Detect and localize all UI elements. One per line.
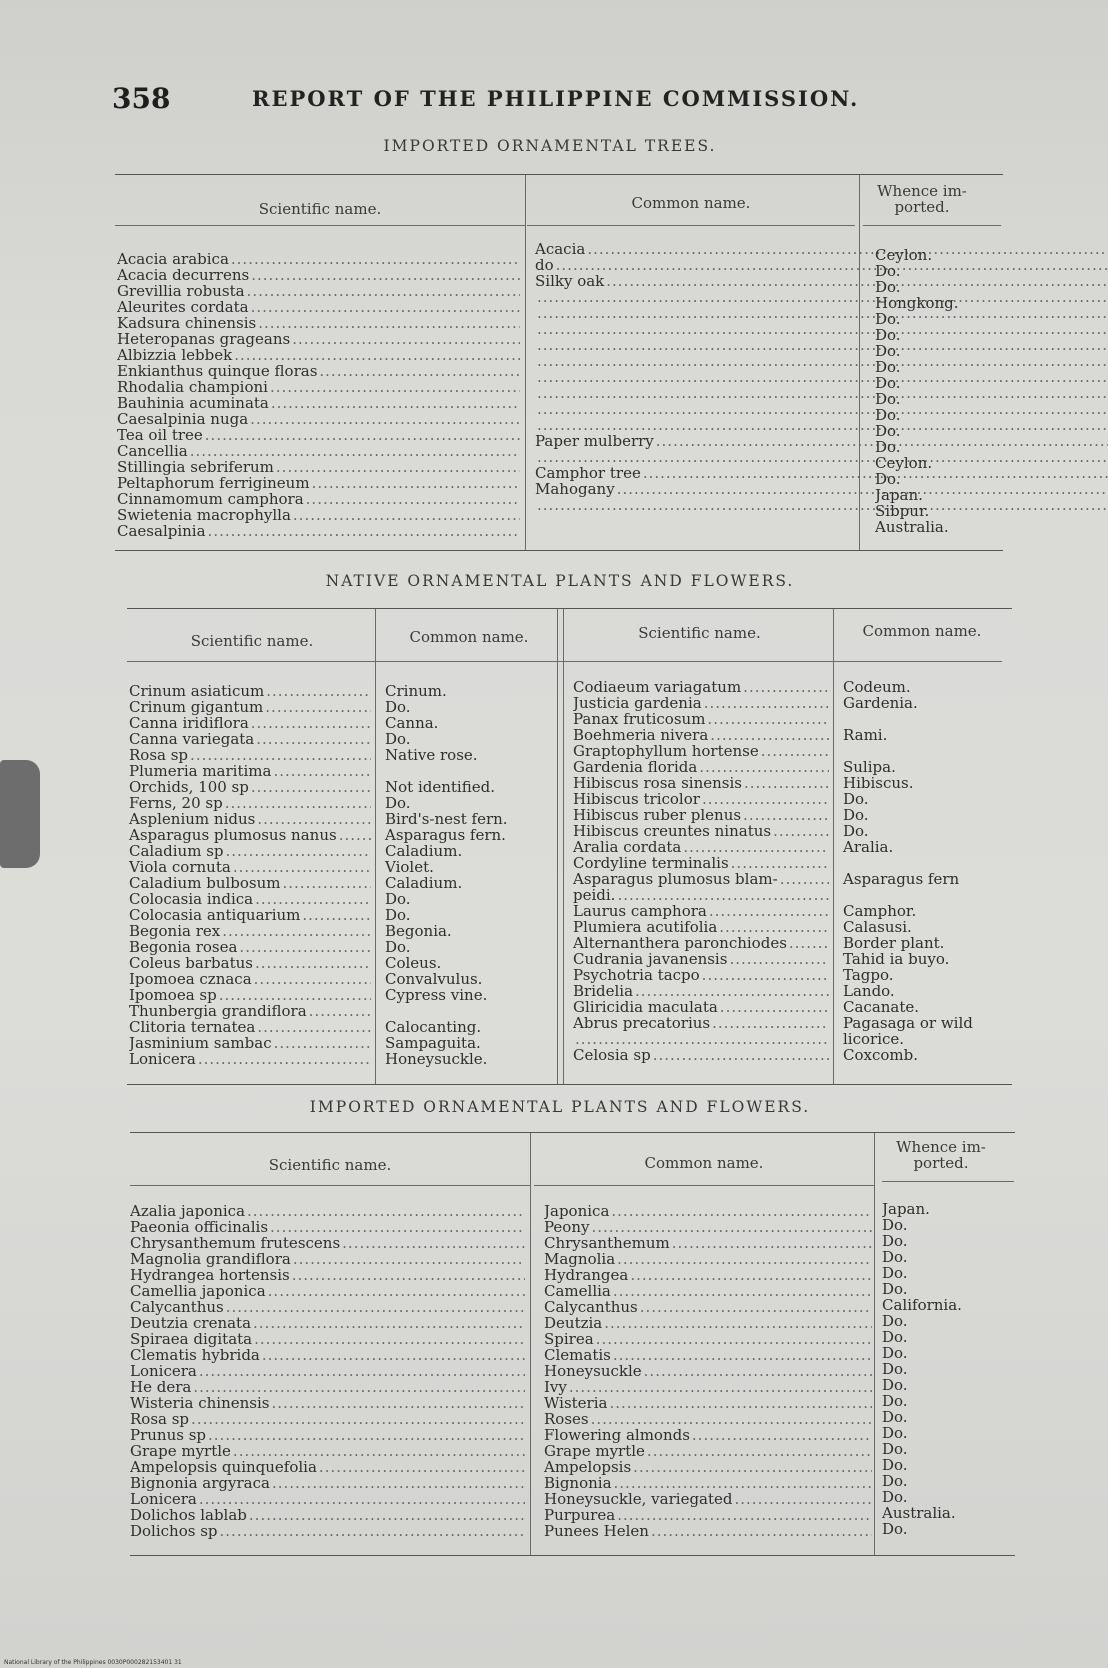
native-plants-scientific-left-column bbox=[129, 683, 371, 1067]
table-cell: Lonicera ..... bbox=[129, 1051, 371, 1067]
table-cell: Asparagus plumosus nanus ..... bbox=[129, 827, 371, 843]
table-cell: Thunbergia grandiflora ..... bbox=[129, 1003, 371, 1019]
table-cell: Do. bbox=[882, 1409, 908, 1425]
table-cell: Aralia. bbox=[843, 838, 894, 856]
table-cell: Rhodalia championi ..... bbox=[117, 379, 520, 395]
table-cell: Laurus camphora ..... bbox=[573, 903, 829, 919]
table-cell: Bignonia argyraca ..... bbox=[130, 1475, 525, 1491]
table-cell: Stillingia sebriferum ..... bbox=[117, 459, 520, 475]
table-cell: Aleurites cordata ..... bbox=[117, 299, 520, 315]
page-number: 358 bbox=[112, 82, 171, 115]
table-cell: Sampaguita. bbox=[385, 1034, 481, 1052]
column-divider bbox=[375, 609, 376, 1084]
table-cell: Cypress vine. bbox=[385, 986, 488, 1004]
table-cell bbox=[535, 497, 853, 513]
table-cell: Asplenium nidus ..... bbox=[129, 811, 371, 827]
native-plants-table bbox=[127, 608, 1012, 1085]
table-cell: Clematis ..... bbox=[544, 1347, 872, 1363]
table-cell: Gliricidia maculata ..... bbox=[573, 999, 829, 1015]
table-cell: Celosia sp ..... bbox=[573, 1047, 829, 1063]
table-cell: Peltaphorum ferrigineum ..... bbox=[117, 475, 520, 491]
table-cell: Do. bbox=[843, 790, 869, 808]
table-cell: Deutzia crenata ..... bbox=[130, 1315, 525, 1331]
column-divider bbox=[833, 609, 834, 1084]
table-cell: Tahid ia buyo. bbox=[843, 950, 950, 968]
table-cell: Begonia rex ..... bbox=[129, 923, 371, 939]
table-cell: Violet. bbox=[385, 858, 434, 876]
table-cell: Acacia arabica ..... bbox=[117, 251, 520, 267]
table-cell: Silky oak ..... bbox=[535, 273, 853, 289]
imported-plants-common-column bbox=[544, 1203, 872, 1539]
table-cell bbox=[535, 449, 853, 465]
header-rule bbox=[115, 225, 525, 226]
table-cell: Swietenia macrophylla ..... bbox=[117, 507, 520, 523]
table-cell: Orchids, 100 sp ..... bbox=[129, 779, 371, 795]
table-cell: Azalia japonica ..... bbox=[130, 1203, 525, 1219]
table-cell bbox=[535, 353, 853, 369]
header-rule bbox=[863, 225, 1001, 226]
table-cell: Aralia cordata ..... bbox=[573, 839, 829, 855]
table-cell: Caladium. bbox=[385, 842, 463, 860]
table-cell: peidi. ..... bbox=[573, 887, 829, 903]
table-cell bbox=[535, 337, 853, 353]
native-plants-header-scientific-left: Scientific name. bbox=[190, 632, 314, 650]
table-cell: Magnolia grandiflora ..... bbox=[130, 1251, 525, 1267]
table-cell: Panax fruticosum ..... bbox=[573, 711, 829, 727]
table-cell: Cancellia ..... bbox=[117, 443, 520, 459]
table-cell: Camellia ..... bbox=[544, 1283, 872, 1299]
imported-trees-title: IMPORTED ORNAMENTAL TREES. bbox=[383, 137, 717, 155]
native-plants-header-common-right: Common name. bbox=[862, 622, 982, 640]
table-cell: Calocanting. bbox=[385, 1018, 482, 1036]
header-rule bbox=[527, 225, 855, 226]
table-cell: Rami. bbox=[843, 726, 888, 744]
table-cell: Do. bbox=[882, 1345, 908, 1361]
table-cell: Spirea ..... bbox=[544, 1331, 872, 1347]
table-cell: Chrysanthemum frutescens ..... bbox=[130, 1235, 525, 1251]
table-cell: Lonicera ..... bbox=[130, 1363, 525, 1379]
table-cell: Heteropanas grageans ..... bbox=[117, 331, 520, 347]
table-cell: Pagasaga or wild bbox=[843, 1014, 973, 1032]
table-cell bbox=[385, 763, 555, 779]
table-cell: Camphor tree ..... bbox=[535, 465, 853, 481]
table-cell: Canna iridiflora ..... bbox=[129, 715, 371, 731]
table-cell: Ceylon. bbox=[875, 247, 933, 263]
table-cell: Do. bbox=[882, 1313, 908, 1329]
table-cell: Caladium. bbox=[385, 874, 463, 892]
table-cell: Tagpo. bbox=[843, 966, 894, 984]
table-cell: Hibiscus ruber plenus ..... bbox=[573, 807, 829, 823]
table-cell: Cudrania javanensis ..... bbox=[573, 951, 829, 967]
table-cell: Calycanthus ..... bbox=[544, 1299, 872, 1315]
table-cell: Caladium sp ..... bbox=[129, 843, 371, 859]
imported-plants-scientific-column bbox=[130, 1203, 525, 1539]
imported-plants-header-scientific: Scientific name. bbox=[268, 1156, 392, 1174]
native-plants-common-left-column bbox=[385, 683, 555, 1067]
table-cell: Hydrangea ..... bbox=[544, 1267, 872, 1283]
column-divider bbox=[530, 1133, 531, 1555]
table-cell: Dolichos sp ..... bbox=[130, 1523, 525, 1539]
table-cell: Do. bbox=[385, 890, 411, 908]
table-cell: Ivy ..... bbox=[544, 1379, 872, 1395]
table-cell: Canna variegata ..... bbox=[129, 731, 371, 747]
table-cell: Do. bbox=[882, 1521, 908, 1537]
table-cell: Colocasia antiquarium ..... bbox=[129, 907, 371, 923]
table-cell: Begonia. bbox=[385, 922, 452, 940]
table-cell: Do. bbox=[882, 1265, 908, 1281]
imported-plants-table bbox=[130, 1132, 1015, 1556]
table-cell bbox=[535, 369, 853, 385]
table-cell: Dolichos lablab ..... bbox=[130, 1507, 525, 1523]
table-cell: Do. bbox=[875, 311, 901, 327]
table-cell: Native rose. bbox=[385, 746, 478, 764]
imported-trees-header-common: Common name. bbox=[631, 194, 751, 212]
table-cell: Japonica ..... bbox=[544, 1203, 872, 1219]
imported-trees-header-scientific: Scientific name. bbox=[258, 200, 382, 218]
table-cell: Do. bbox=[875, 407, 901, 423]
table-cell: Cinnamomum camphora ..... bbox=[117, 491, 520, 507]
table-cell: Bird's-nest fern. bbox=[385, 810, 508, 828]
table-cell: Colocasia indica ..... bbox=[129, 891, 371, 907]
table-cell: Do. bbox=[882, 1489, 908, 1505]
table-cell: Crinum gigantum ..... bbox=[129, 699, 371, 715]
table-cell: Tea oil tree ..... bbox=[117, 427, 520, 443]
table-cell: Do. bbox=[882, 1281, 908, 1297]
table-cell: Do. bbox=[882, 1377, 908, 1393]
table-cell: Camphor. bbox=[843, 902, 917, 920]
table-cell: Wisteria ..... bbox=[544, 1395, 872, 1411]
table-cell: Acacia decurrens ..... bbox=[117, 267, 520, 283]
table-cell: Lando. bbox=[843, 982, 895, 1000]
table-cell: Punees Helen ..... bbox=[544, 1523, 872, 1539]
table-cell: Do. bbox=[882, 1441, 908, 1457]
table-cell: Prunus sp ..... bbox=[130, 1427, 525, 1443]
header-rule bbox=[882, 1181, 1014, 1182]
table-cell bbox=[385, 1003, 555, 1019]
native-plants-common-right-column bbox=[843, 679, 1009, 1063]
table-cell: Purpurea ..... bbox=[544, 1507, 872, 1523]
table-cell: Rosa sp ..... bbox=[129, 747, 371, 763]
column-divider bbox=[874, 1133, 875, 1555]
native-plants-title: NATIVE ORNAMENTAL PLANTS AND FLOWERS. bbox=[325, 572, 795, 590]
imported-trees-header-whence: Whence im-ported. bbox=[877, 182, 967, 216]
table-cell: Hibiscus tricolor ..... bbox=[573, 791, 829, 807]
table-cell: Coleus barbatus ..... bbox=[129, 955, 371, 971]
imported-trees-common-column bbox=[535, 241, 853, 513]
table-cell: Chrysanthemum ..... bbox=[544, 1235, 872, 1251]
table-cell: Do. bbox=[882, 1473, 908, 1489]
table-cell: Hongkong. bbox=[875, 295, 959, 311]
table-cell bbox=[843, 855, 1009, 871]
table-cell: Hibiscus creuntes ninatus ..... bbox=[573, 823, 829, 839]
imported-plants-header-whence: Whence im-ported. bbox=[896, 1138, 986, 1172]
table-cell: Codiaeum variagatum ..... bbox=[573, 679, 829, 695]
table-cell: Do. bbox=[875, 327, 901, 343]
table-cell: Grape myrtle ..... bbox=[544, 1443, 872, 1459]
table-cell: Do. bbox=[882, 1233, 908, 1249]
table-cell: Bridelia ..... bbox=[573, 983, 829, 999]
table-cell: Do. bbox=[882, 1217, 908, 1233]
table-cell: Hydrangea hortensis ..... bbox=[130, 1267, 525, 1283]
table-cell: Do. bbox=[875, 263, 901, 279]
table-cell: Do. bbox=[843, 806, 869, 824]
table-cell: Do. bbox=[843, 822, 869, 840]
table-cell: Japan. bbox=[882, 1201, 930, 1217]
table-cell: do ..... bbox=[535, 257, 853, 273]
table-cell: Acacia ..... bbox=[535, 241, 853, 257]
table-cell: Graptophyllum hortense ..... bbox=[573, 743, 829, 759]
table-cell bbox=[535, 385, 853, 401]
table-cell: Crinum. bbox=[385, 682, 447, 700]
table-cell: Calycanthus ..... bbox=[130, 1299, 525, 1315]
table-cell: Abrus precatorius ..... bbox=[573, 1015, 829, 1031]
table-cell: Convalvulus. bbox=[385, 970, 483, 988]
binding-clip bbox=[0, 760, 40, 868]
table-cell: Ipomoea sp ..... bbox=[129, 987, 371, 1003]
imported-plants-header-common: Common name. bbox=[644, 1154, 764, 1172]
table-cell: Caesalpinia nuga ..... bbox=[117, 411, 520, 427]
table-cell: Japan. bbox=[875, 487, 923, 503]
imported-trees-table bbox=[115, 174, 1003, 551]
table-cell: Boehmeria nivera ..... bbox=[573, 727, 829, 743]
imported-trees-whence-column bbox=[875, 247, 1001, 535]
table-cell bbox=[573, 1031, 829, 1047]
table-cell: Do. bbox=[875, 359, 901, 375]
table-cell: Roses ..... bbox=[544, 1411, 872, 1427]
table-cell: Gardenia florida ..... bbox=[573, 759, 829, 775]
table-cell: Cacanate. bbox=[843, 998, 920, 1016]
imported-trees-scientific-column bbox=[117, 251, 520, 539]
table-cell: Psychotria tacpo ..... bbox=[573, 967, 829, 983]
table-cell: Asparagus plumosus blam- ..... bbox=[573, 871, 829, 887]
table-cell: Ampelopsis quinquefolia ..... bbox=[130, 1459, 525, 1475]
column-divider bbox=[557, 609, 558, 1084]
table-cell: Ipomoea cznaca ..... bbox=[129, 971, 371, 987]
table-cell: Asparagus fern. bbox=[385, 826, 506, 844]
table-cell: Ceylon. bbox=[875, 455, 933, 471]
table-cell: Clematis hybrida ..... bbox=[130, 1347, 525, 1363]
table-cell: Do. bbox=[385, 698, 411, 716]
table-cell: Asparagus fern bbox=[843, 870, 960, 888]
table-cell: Do. bbox=[385, 906, 411, 924]
table-cell: Sibpur. bbox=[875, 503, 930, 519]
table-cell: Calasusi. bbox=[843, 918, 912, 936]
table-cell: Do. bbox=[875, 439, 901, 455]
table-cell: Lonicera ..... bbox=[130, 1491, 525, 1507]
table-cell: Alternanthera paronchiodes ..... bbox=[573, 935, 829, 951]
column-divider bbox=[563, 609, 564, 1084]
table-cell: Cordyline terminalis ..... bbox=[573, 855, 829, 871]
page-header bbox=[112, 82, 872, 118]
table-cell bbox=[535, 289, 853, 305]
table-cell: Deutzia ..... bbox=[544, 1315, 872, 1331]
table-cell: Australia. bbox=[882, 1505, 956, 1521]
table-cell: Plumeria maritima ..... bbox=[129, 763, 371, 779]
table-cell: Do. bbox=[882, 1457, 908, 1473]
table-cell: Rosa sp ..... bbox=[130, 1411, 525, 1427]
table-cell bbox=[843, 711, 1009, 727]
table-cell: Canna. bbox=[385, 714, 439, 732]
table-cell: Do. bbox=[385, 730, 411, 748]
table-cell: licorice. bbox=[843, 1030, 905, 1048]
table-cell: Honeysuckle ..... bbox=[544, 1363, 872, 1379]
table-cell: Viola cornuta ..... bbox=[129, 859, 371, 875]
table-cell: Peony ..... bbox=[544, 1219, 872, 1235]
table-cell: Do. bbox=[385, 938, 411, 956]
table-cell: Hibiscus. bbox=[843, 774, 914, 792]
table-cell: Grevillia robusta ..... bbox=[117, 283, 520, 299]
table-cell: Ferns, 20 sp ..... bbox=[129, 795, 371, 811]
table-cell: Honeysuckle, variegated ..... bbox=[544, 1491, 872, 1507]
header-rule bbox=[534, 1185, 874, 1186]
table-cell: Coleus. bbox=[385, 954, 442, 972]
table-cell: Plumiera acutifolia ..... bbox=[573, 919, 829, 935]
table-cell: He dera ..... bbox=[130, 1379, 525, 1395]
table-cell: Justicia gardenia ..... bbox=[573, 695, 829, 711]
table-cell: Flowering almonds ..... bbox=[544, 1427, 872, 1443]
table-cell: Mahogany ..... bbox=[535, 481, 853, 497]
table-cell: Kadsura chinensis ..... bbox=[117, 315, 520, 331]
footer-caption: National Library of the Philippines 0030P000282153401 31 bbox=[4, 1659, 182, 1666]
table-cell: Crinum asiaticum ..... bbox=[129, 683, 371, 699]
table-cell: Honeysuckle. bbox=[385, 1050, 488, 1068]
table-cell: Do. bbox=[875, 375, 901, 391]
table-cell: Do. bbox=[875, 343, 901, 359]
table-cell bbox=[535, 321, 853, 337]
native-plants-header-common-left: Common name. bbox=[409, 628, 529, 646]
table-cell: Bignonia ..... bbox=[544, 1475, 872, 1491]
table-cell bbox=[843, 887, 1009, 903]
table-cell bbox=[535, 417, 853, 433]
table-cell: Begonia rosea ..... bbox=[129, 939, 371, 955]
table-cell: Do. bbox=[875, 279, 901, 295]
table-cell bbox=[535, 305, 853, 321]
running-title: REPORT OF THE PHILIPPINE COMMISSION. bbox=[252, 86, 860, 111]
table-cell: Do. bbox=[882, 1361, 908, 1377]
native-plants-scientific-right-column bbox=[573, 679, 829, 1063]
imported-plants-whence-column bbox=[882, 1201, 1014, 1537]
table-cell: Do. bbox=[875, 471, 901, 487]
table-cell: Do. bbox=[882, 1249, 908, 1265]
table-cell: California. bbox=[882, 1297, 962, 1313]
table-cell: Caesalpinia ..... bbox=[117, 523, 520, 539]
table-cell bbox=[843, 743, 1009, 759]
table-cell: Clitoria ternatea ..... bbox=[129, 1019, 371, 1035]
table-cell: Not identified. bbox=[385, 778, 495, 796]
table-cell: Gardenia. bbox=[843, 694, 918, 712]
table-cell bbox=[535, 401, 853, 417]
table-cell: Border plant. bbox=[843, 934, 945, 952]
table-cell: Camellia japonica ..... bbox=[130, 1283, 525, 1299]
native-plants-header-scientific-right: Scientific name. bbox=[638, 624, 761, 642]
table-cell: Sulipa. bbox=[843, 758, 896, 776]
column-divider bbox=[525, 175, 526, 550]
table-cell: Albizzia lebbek ..... bbox=[117, 347, 520, 363]
table-cell: Do. bbox=[882, 1329, 908, 1345]
table-cell: Do. bbox=[385, 794, 411, 812]
table-cell: Do. bbox=[875, 423, 901, 439]
table-cell: Jasminium sambac ..... bbox=[129, 1035, 371, 1051]
imported-plants-title: IMPORTED ORNAMENTAL PLANTS AND FLOWERS. bbox=[309, 1098, 811, 1116]
table-cell: Hibiscus rosa sinensis ..... bbox=[573, 775, 829, 791]
table-cell: Do. bbox=[882, 1393, 908, 1409]
table-cell: Paper mulberry ..... bbox=[535, 433, 853, 449]
table-cell: Magnolia ..... bbox=[544, 1251, 872, 1267]
header-rule bbox=[127, 661, 1002, 662]
table-cell: Caladium bulbosum ..... bbox=[129, 875, 371, 891]
header-rule bbox=[130, 1185, 530, 1186]
table-cell: Paeonia officinalis ..... bbox=[130, 1219, 525, 1235]
table-cell: Wisteria chinensis ..... bbox=[130, 1395, 525, 1411]
table-cell: Do. bbox=[882, 1425, 908, 1441]
table-cell: Australia. bbox=[875, 519, 949, 535]
table-cell: Ampelopsis ..... bbox=[544, 1459, 872, 1475]
table-cell: Grape myrtle ..... bbox=[130, 1443, 525, 1459]
table-cell: Codeum. bbox=[843, 678, 911, 696]
table-cell: Enkianthus quinque floras ..... bbox=[117, 363, 520, 379]
table-cell: Bauhinia acuminata ..... bbox=[117, 395, 520, 411]
table-cell: Coxcomb. bbox=[843, 1046, 918, 1064]
table-cell: Do. bbox=[875, 391, 901, 407]
table-cell: Spiraea digitata ..... bbox=[130, 1331, 525, 1347]
